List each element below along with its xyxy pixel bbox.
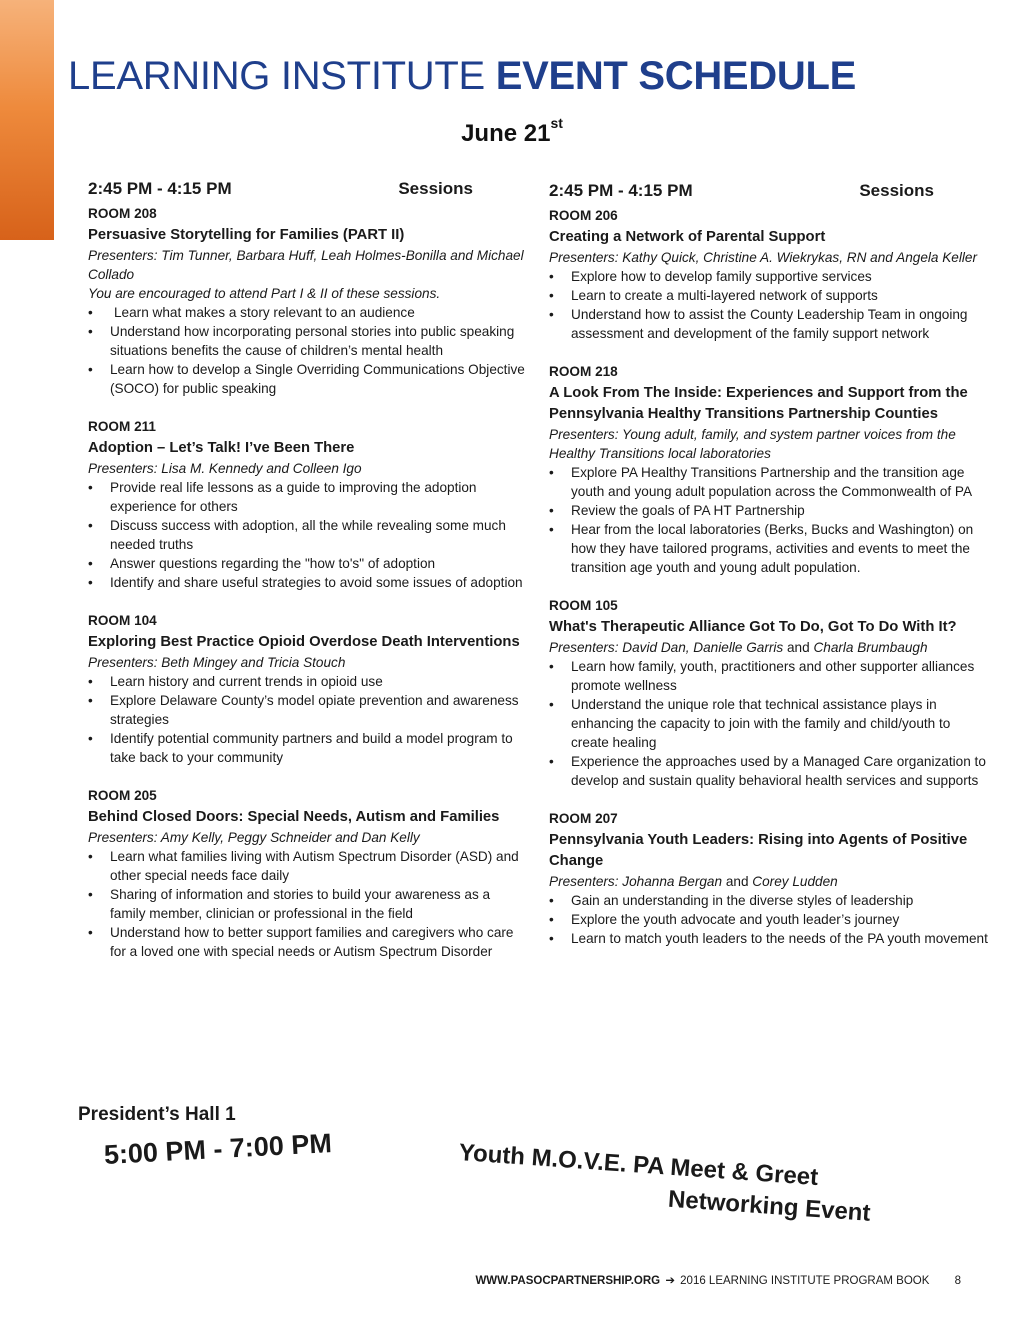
objectives-list [549, 267, 989, 343]
room-label: ROOM 205 [88, 788, 157, 803]
list-item: • Learn how to develop a Single Overriding Communications Objective (SOCO) for public speaking [88, 360, 528, 398]
list-item: • Experience the approaches used by a Managed Care organization to develop and sustain quality behavioral health services and supports [549, 752, 989, 790]
event-line-1: Youth M.O.V.E. PA Meet & Greet [457, 1138, 820, 1192]
event-date [0, 115, 1024, 148]
list-item: • Identify and share useful strategies to avoid some issues of adoption [88, 573, 528, 592]
session-title: Creating a Network of Parental Support [549, 229, 826, 245]
room-label: ROOM 211 [88, 419, 156, 434]
list-item: • Understand how to assist the County Leadership Team in ongoing assessment and development of the family support network [549, 305, 989, 343]
room-label: ROOM 105 [549, 598, 618, 613]
session-note: You are encouraged to attend Part I & II of these sessions. [88, 286, 441, 301]
presenters-names-a: Presenters: Johanna Bergan [549, 874, 723, 889]
time-slot-header [549, 179, 989, 203]
list-item: • Review the goals of PA HT Partnership [549, 501, 989, 520]
session-title: Exploring Best Practice Opioid Overdose Death Interventions [88, 634, 520, 650]
time-slot-header [88, 177, 528, 201]
objectives-list [549, 891, 989, 948]
time-slot: 2:45 PM - 4:15 PM [549, 181, 693, 200]
date-main: June 21 [461, 120, 551, 147]
session-room-211 [88, 417, 528, 592]
session-title: Persuasive Storytelling for Families (PART II) [88, 227, 405, 243]
room-label: ROOM 218 [549, 364, 618, 379]
footer-url[interactable]: WWW.PASOCPARTNERSHIP.ORG [475, 1275, 661, 1287]
session-room-218 [549, 362, 989, 577]
left-column [88, 177, 528, 980]
presenters-names-b: Charla Brumbaugh [813, 640, 928, 655]
list-item: • Answer questions regarding the "how to's" of adoption [88, 554, 528, 573]
presenters: Presenters: Beth Mingey and Tricia Stouch [88, 655, 346, 670]
list-item: • Learn what makes a story relevant to an audience [88, 303, 528, 322]
page-number: 8 [954, 1275, 961, 1287]
presenters-and: and [783, 640, 814, 655]
right-column [549, 179, 989, 967]
room-label: ROOM 207 [549, 811, 618, 826]
room-label: ROOM 104 [88, 613, 157, 628]
room-label: ROOM 208 [88, 206, 157, 221]
list-item: • Explore Delaware County’s model opiate prevention and awareness strategies [88, 691, 528, 729]
room-label: ROOM 206 [549, 208, 618, 223]
session-room-206 [549, 206, 989, 343]
session-title: Behind Closed Doors: Special Needs, Autism and Families [88, 809, 500, 825]
objectives-list [549, 657, 989, 790]
presenters-and: and [722, 874, 753, 889]
list-item: • Discuss success with adoption, all the while revealing some much needed truths [88, 516, 528, 554]
presenters: Presenters: Lisa M. Kennedy and Colleen Igo [88, 461, 362, 476]
presenters [549, 872, 989, 891]
title-bold: EVENT SCHEDULE [495, 54, 856, 98]
objectives-list [88, 672, 528, 767]
title-light: LEARNING INSTITUTE [68, 54, 485, 98]
evening-time: 5:00 PM - 7:00 PM [103, 1128, 333, 1170]
evening-event-title [456, 1137, 929, 1234]
slot-label: Sessions [859, 181, 934, 200]
objectives-list [88, 303, 528, 398]
list-item: • Hear from the local laboratories (Berks, Bucks and Washington) on how they have tailored programs, activities and events to meet the transition age youth and young adult population. [549, 520, 989, 577]
list-item: • Learn to match youth leaders to the needs of the PA youth movement [549, 929, 989, 948]
session-room-205 [88, 786, 528, 961]
time-slot: 2:45 PM - 4:15 PM [88, 179, 232, 198]
arrow-right-icon: ➔ [665, 1275, 675, 1287]
page-title [68, 52, 856, 100]
list-item: • Learn how family, youth, practitioners and other supporter alliances promote wellness [549, 657, 989, 695]
list-item: • Provide real life lessons as a guide to improving the adoption experience for others [88, 478, 528, 516]
list-item: • Learn what families living with Autism Spectrum Disorder (ASD) and other special needs face daily [88, 847, 528, 885]
slot-label: Sessions [398, 179, 473, 198]
event-line-2: Networking Event [667, 1185, 872, 1227]
presenters: Presenters: Kathy Quick, Christine A. Wiekrykas, RN and Angela Keller [549, 250, 977, 265]
session-room-104 [88, 611, 528, 767]
session-title: What's Therapeutic Alliance Got To Do, Got To Do With It? [549, 619, 957, 635]
list-item: • Explore the youth advocate and youth leader’s journey [549, 910, 989, 929]
list-item: • Understand the unique role that technical assistance plays in enhancing the capacity to join with the family and child/youth to create healing [549, 695, 989, 752]
presenters [549, 638, 989, 657]
presenters-names-b: Corey Ludden [752, 874, 838, 889]
list-item: • Understand how incorporating personal stories into public speaking situations benefits the cause of children’s mental health [88, 322, 528, 360]
list-item: • Sharing of information and stories to build your awareness as a family member, clinician or professional in the field [88, 885, 528, 923]
list-item: • Identify potential community partners and build a model program to take back to your community [88, 729, 528, 767]
list-item: • Explore how to develop family supportive services [549, 267, 989, 286]
objectives-list [88, 847, 528, 961]
list-item: • Learn to create a multi-layered network of supports [549, 286, 989, 305]
list-item: • Explore PA Healthy Transitions Partnership and the transition age youth and young adult population across the Commonwealth of PA [549, 463, 989, 501]
footer-book-title: 2016 LEARNING INSTITUTE PROGRAM BOOK [680, 1275, 930, 1287]
objectives-list [88, 478, 528, 592]
list-item: • Understand how to better support families and caregivers who care for a loved one with special needs or Autism Spectrum Disorder [88, 923, 528, 961]
session-room-208 [88, 204, 528, 398]
presenters-names-a: Presenters: David Dan, Danielle Garris [549, 640, 784, 655]
list-item: • Gain an understanding in the diverse styles of leadership [549, 891, 989, 910]
session-room-105 [549, 596, 989, 790]
presenters: Presenters: Young adult, family, and system partner voices from the Healthy Transitions local laboratories [549, 427, 956, 461]
list-item: • Learn history and current trends in opioid use [88, 672, 528, 691]
objectives-list [549, 463, 989, 577]
date-suffix: st [550, 115, 563, 131]
presenters: Presenters: Amy Kelly, Peggy Schneider and Dan Kelly [88, 830, 420, 845]
presenters: Presenters: Tim Tunner, Barbara Huff, Leah Holmes-Bonilla and Michael Collado [88, 248, 524, 282]
session-title: Pennsylvania Youth Leaders: Rising into Agents of Positive Change [549, 832, 968, 869]
session-room-207 [549, 809, 989, 948]
session-title: Adoption – Let’s Talk! I’ve Been There [88, 440, 355, 456]
evening-location: President’s Hall 1 [78, 1104, 236, 1125]
session-title: A Look From The Inside: Experiences and Support from the Pennsylvania Healthy Transitions Partnership Counties [549, 385, 968, 422]
footer [475, 1273, 961, 1287]
